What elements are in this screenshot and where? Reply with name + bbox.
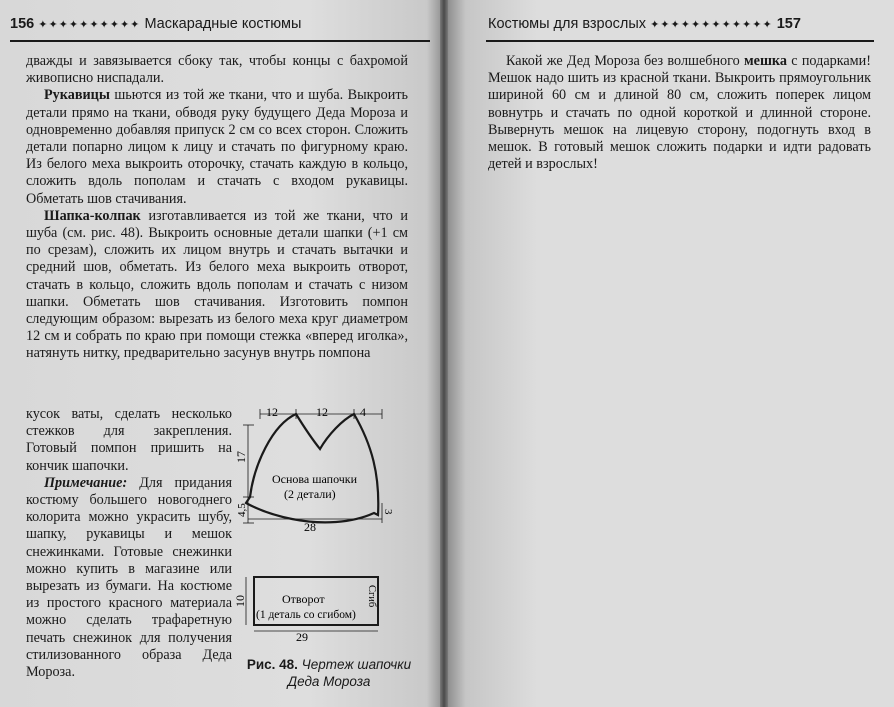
hat-dim-mid: 12 — [316, 405, 328, 419]
right-header-title: Костюмы для взрослых — [488, 16, 647, 32]
left-narrow-column — [26, 406, 232, 681]
hat-paragraph-cont — [26, 406, 232, 475]
cuff-dim-width: 29 — [296, 630, 308, 644]
hat-dim-right-side: 3 — [382, 509, 394, 515]
bag-paragraph — [488, 53, 871, 173]
hat-pattern-drawing — [232, 405, 412, 655]
hat-paragraph — [26, 208, 408, 363]
hat-dim-height: 17 — [234, 451, 248, 463]
hat-term: Шапка-колпак — [44, 207, 141, 224]
bag-term: мешка — [743, 53, 787, 69]
right-page — [448, 0, 894, 707]
hat-label-line1: Основа шапочки — [272, 472, 358, 486]
right-page-number: 157 — [776, 16, 801, 32]
mittens-paragraph — [26, 87, 408, 207]
bag-text-before: Какой же Дед Мороза без волшебного — [506, 53, 744, 69]
hat-dim-left: 12 — [266, 405, 278, 419]
intro-text: дважды и завязывается сбоку так, чтобы концы с бахромой живописно ниспадали. — [26, 53, 408, 87]
bag-text-after: с подарками! Мешок надо шить из красной ткани. Выкроить прямоугольник шириной 60 см и длиной 80 см, сложить поперек лицом вовнутрь и стачать по одной короткой и длинной стороне. Вывернуть мешок на лицевую сторону, подогнуть вход в мешок. В готовый мешок сложить подарки и идти радовать детей и взрослых! — [488, 53, 871, 173]
hat-text-cont: кусок ваты, сделать несколько стежков для закрепления. Готовый помпон пришить на кончик шапочки. — [26, 406, 232, 474]
hat-text: изготавливается из той же ткани, что и шуба (см. рис. 48). Выкроить основные детали шапки (+1 см по срезам), сложить их лицом внутрь и стачать вытачки и средний шов, обметать. Из белого меха выкроить отворот, стачать в кольцо, сложить вдоль пополам и стачать с низом шапки. Обметать шов стачивания. Изготовить помпон следующим образом: вырезать из белого меха круг диаметром 12 см и собрать по краю при помощи стежка «вперед иголка», натянуть нитку, предварительно засунув внутрь помпона — [26, 207, 408, 362]
right-text-column — [488, 53, 871, 173]
cuff-dim-height: 10 — [233, 595, 247, 607]
caption-text: Чертеж шапочки Деда Мороза — [287, 657, 412, 689]
left-page-header — [10, 16, 301, 32]
left-page — [0, 0, 440, 707]
hat-dim-side: 4,5 — [236, 503, 248, 517]
hat-dim-bottom: 28 — [304, 520, 316, 534]
hat-dim-right: 4 — [360, 405, 366, 419]
left-header-rule — [10, 40, 430, 42]
left-page-number: 156 — [10, 16, 35, 32]
note-text: Для придания костюму большего новогоднего колорита можно украсить шубу, шапку, рукавицы и мешок снежинками. Готовые снежинки можно купить в магазине или вырезать из бумаги. На костюме из простого красного материала можно сделать трафаретную печать снежинок для получения стилизованного образа Деда Мороза. — [26, 474, 232, 681]
right-page-header — [488, 16, 801, 32]
figure-caption — [240, 656, 418, 690]
mittens-text: шьются из той же ткани, что и шуба. Выкроить детали прямо на ткани, обводя руку будущего Деда Мороза и одновременно добавляя припуск 2 см со всех сторон. Сложить детали попарно лицом к лицу и стачать по фигурному краю. Из белого меха выкроить оторочку, стачать каждую в кольцо, сложить вдоль пополам и стачать с входом рукавицы. Обметать шов стачивания. — [26, 87, 408, 207]
cuff-fold-label: Сгиб — [366, 585, 377, 608]
left-header-stars: ✦✦✦✦✦✦✦✦✦✦ — [38, 19, 141, 31]
left-text-column — [26, 53, 408, 363]
note-term: Примечание: — [44, 474, 128, 491]
cuff-label-line2: (1 деталь со сгибом) — [256, 609, 356, 621]
caption-label: Рис. 48. — [246, 657, 298, 672]
cuff-label-line1: Отворот — [282, 592, 325, 606]
left-header-title: Маскарадные костюмы — [144, 16, 302, 32]
intro-paragraph — [26, 53, 408, 87]
mittens-term: Рукавицы — [44, 87, 110, 104]
hat-outline — [246, 414, 378, 522]
note-paragraph — [26, 475, 232, 681]
right-header-rule — [486, 40, 874, 42]
right-header-stars: ✦✦✦✦✦✦✦✦✦✦✦✦ — [650, 19, 773, 31]
hat-label-line2: (2 детали) — [284, 487, 336, 501]
book-gutter — [440, 0, 448, 707]
